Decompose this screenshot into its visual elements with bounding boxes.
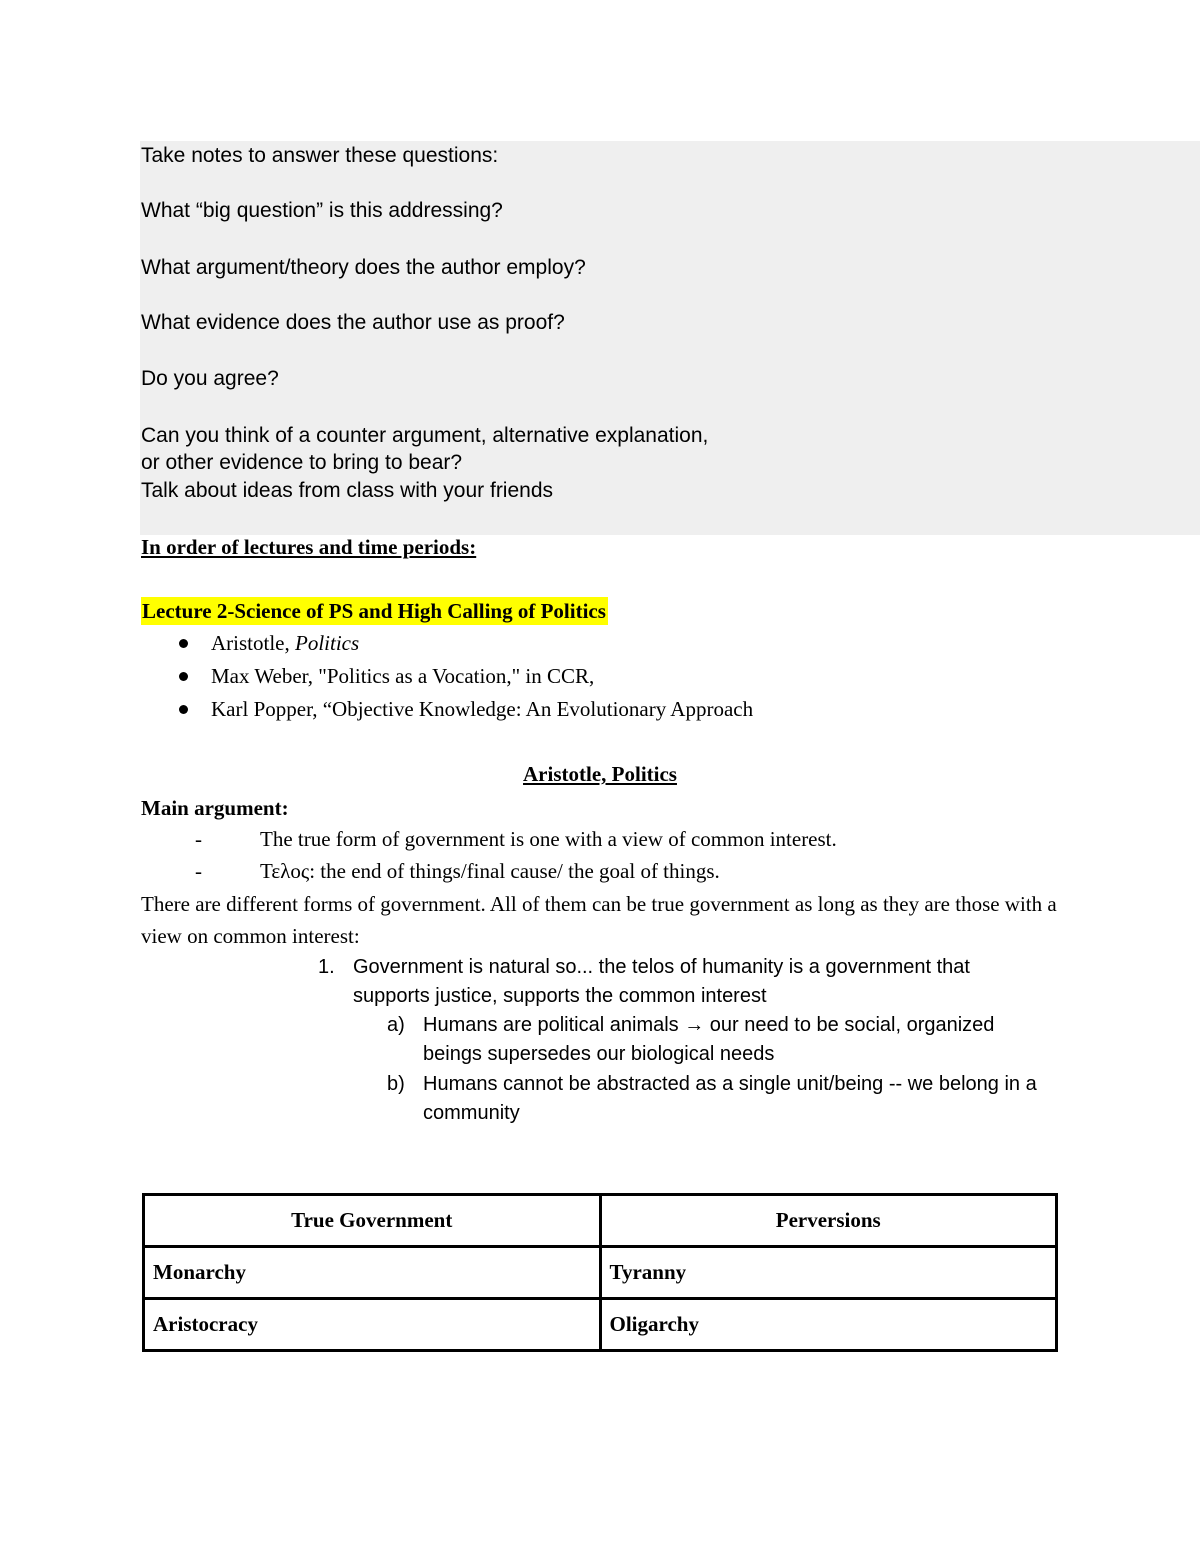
bullet-icon <box>179 639 188 648</box>
reading-title: Politics <box>295 631 360 655</box>
table-cell: Tyranny <box>600 1247 1057 1299</box>
table-header-row <box>144 1195 1057 1247</box>
question-agree: Do you agree? <box>141 367 279 390</box>
main-argument-label: Main argument: <box>141 796 289 820</box>
table-header: Perversions <box>600 1195 1057 1247</box>
list-marker: b) <box>387 1073 405 1095</box>
question-big-question: What “big question” is this addressing? <box>141 199 503 222</box>
notes-intro: Take notes to answer these questions: <box>141 144 499 167</box>
bullet-icon <box>179 672 188 681</box>
aristotle-title-text: Aristotle, Politics <box>523 762 677 786</box>
list-marker: a) <box>387 1014 405 1036</box>
reading-weber: Max Weber, "Politics as a Vocation," in CCR, <box>211 664 595 688</box>
table-cell: Aristocracy <box>144 1299 601 1351</box>
table-row <box>144 1247 1057 1299</box>
sub-item: Humans cannot be abstracted as a single unit/being -- we belong in a community <box>423 1073 1037 1124</box>
table-row <box>144 1299 1057 1351</box>
table-cell: Monarchy <box>144 1247 601 1299</box>
talk-about-ideas: Talk about ideas from class with your friends <box>141 479 554 502</box>
government-table <box>142 1193 1058 1352</box>
list-marker: 1. <box>318 956 335 978</box>
lecture-heading: Lecture 2-Science of PS and High Calling of Politics <box>142 599 606 623</box>
question-counter-line1: Can you think of a counter argument, alternative explanation, <box>141 424 709 447</box>
question-argument: What argument/theory does the author employ? <box>141 256 586 279</box>
section-title: In order of lectures and time periods: <box>141 535 477 559</box>
bullet-icon <box>179 705 188 714</box>
question-counter-line2: or other evidence to bring to bear? <box>141 451 463 474</box>
sub-item: Humans are political animals → our need to be social, organized beings supersedes our biological needs <box>423 1014 995 1065</box>
reading-popper: Karl Popper, “Objective Knowledge: An Evolutionary Approach <box>211 697 754 721</box>
argument-item: Τελος: the end of things/final cause/ the goal of things. <box>260 859 720 883</box>
dash-marker: - <box>195 827 202 851</box>
dash-marker: - <box>195 859 202 883</box>
argument-item: The true form of government is one with a view of common interest. <box>260 827 837 851</box>
reading-author: Aristotle, <box>211 631 295 655</box>
aristotle-title <box>0 760 1200 788</box>
table-cell: Oligarchy <box>600 1299 1057 1351</box>
forms-paragraph: There are different forms of government. All of them can be true government as long as they are those with a view on common interest: <box>141 892 1057 948</box>
reading-aristotle <box>211 629 359 657</box>
table-header: True Government <box>144 1195 601 1247</box>
question-evidence: What evidence does the author use as proof? <box>141 311 565 334</box>
numbered-item: Government is natural so... the telos of humanity is a government that supports justice, supports the common interest <box>353 956 970 1007</box>
